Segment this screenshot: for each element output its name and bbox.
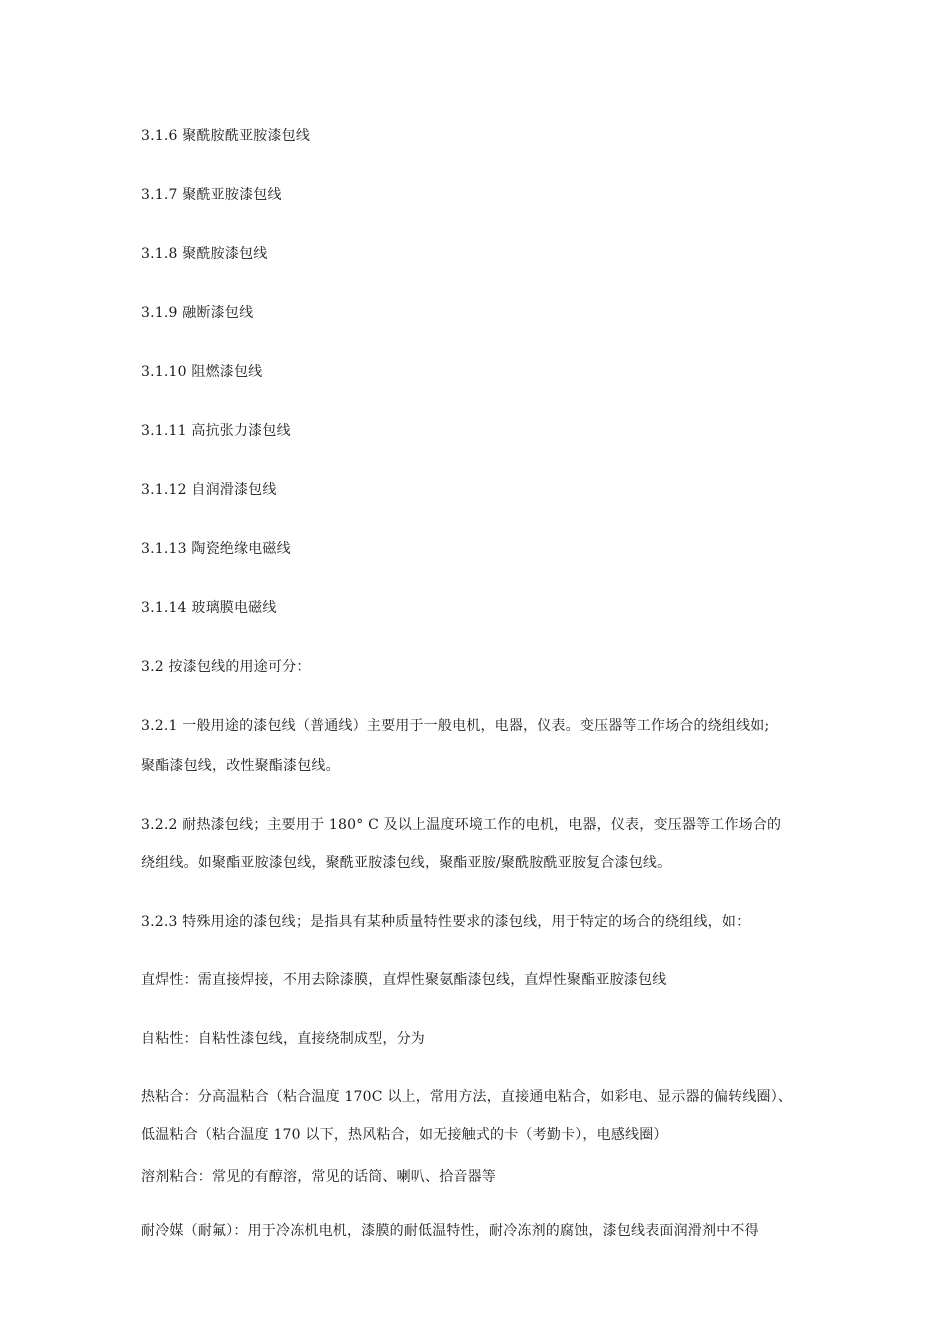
heading-3-1-8: 3.1.8 聚酰胺漆包线 <box>141 246 268 262</box>
paragraph-3-2-2-line-1: 3.2.2 耐热漆包线；主要用于 180° C 及以上温度环境工作的电机，电器，仪表，变压器等工作场合的 <box>141 817 782 833</box>
paragraph-3-2-3: 3.2.3 特殊用途的漆包线；是指具有某种质量特性要求的漆包线，用于特定的场合的绕组线，如： <box>141 914 751 930</box>
paragraph-refrigerant-resistant: 耐冷媒（耐氟）：用于冷冻机电机，漆膜的耐低温特性，耐冷冻剂的腐蚀，漆包线表面润滑剂中不得 <box>141 1223 759 1239</box>
paragraph-heat-bonding-line-1: 热粘合：分高温粘合（粘合温度 170C 以上，常用方法，直接通电粘合，如彩电、显示器的偏转线圈）、 <box>141 1089 793 1105</box>
paragraph-solvent-bonding: 溶剂粘合：常见的有醇溶，常见的话筒、喇叭、拾音器等 <box>141 1169 496 1185</box>
heading-3-1-10: 3.1.10 阻燃漆包线 <box>141 364 263 380</box>
paragraph-3-2-1-line-2: 聚酯漆包线，改性聚酯漆包线。 <box>141 758 340 774</box>
heading-3-1-6: 3.1.6 聚酰胺酰亚胺漆包线 <box>141 128 311 144</box>
paragraph-3-2-1-line-1: 3.2.1 一般用途的漆包线（普通线）主要用于一般电机，电器，仪表。变压器等工作场合的绕组线如; <box>141 718 770 734</box>
paragraph-self-bonding: 自粘性：自粘性漆包线，直接绕制成型，分为 <box>141 1031 425 1047</box>
heading-3-1-14: 3.1.14 玻璃膜电磁线 <box>141 600 277 616</box>
paragraph-direct-solder: 直焊性：需直接焊接，不用去除漆膜，直焊性聚氨酯漆包线，直焊性聚酯亚胺漆包线 <box>141 972 667 988</box>
heading-3-1-11: 3.1.11 高抗张力漆包线 <box>141 423 291 439</box>
paragraph-heat-bonding-line-2: 低温粘合（粘合温度 170 以下，热风粘合，如无接触式的卡（考勤卡），电感线圈） <box>141 1127 668 1143</box>
heading-3-1-12: 3.1.12 自润滑漆包线 <box>141 482 277 498</box>
heading-3-1-7: 3.1.7 聚酰亚胺漆包线 <box>141 187 282 203</box>
paragraph-3-2-2-line-2: 绕组线。如聚酯亚胺漆包线，聚酰亚胺漆包线，聚酯亚胺/聚酰胺酰亚胺复合漆包线。 <box>141 855 672 871</box>
heading-3-2: 3.2 按漆包线的用途可分： <box>141 659 311 675</box>
heading-3-1-13: 3.1.13 陶瓷绝缘电磁线 <box>141 541 291 557</box>
heading-3-1-9: 3.1.9 融断漆包线 <box>141 305 254 321</box>
